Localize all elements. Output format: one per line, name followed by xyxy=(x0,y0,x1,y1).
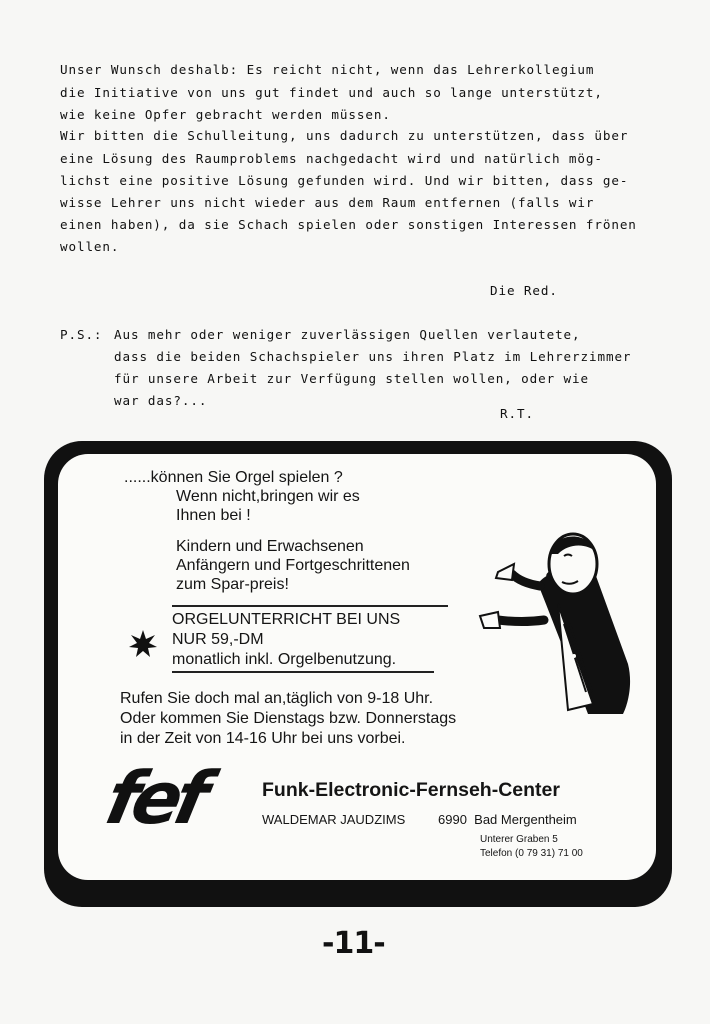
contact-invitation: Rufen Sie doch mal an,täglich von 9-18 Uhr. Oder kommen Sie Dienstags bzw. Donnerstags in der Zeit von 14-16 Uhr bei uns vorbei. xyxy=(120,690,457,747)
question-text: ......können Sie Orgel spielen ? Wenn nicht,bringen wir es Ihnen bei ! xyxy=(124,469,360,524)
page-number: -11- xyxy=(322,926,385,961)
article-line: wisse Lehrer uns nicht wieder aus dem Raum entfernen (falls wir xyxy=(60,195,595,210)
offer-text: ORGELUNTERRICHT BEI UNS NUR 59,-DM monatlich inkl. Orgelbenutzung. xyxy=(172,611,401,668)
article-line: lichst eine positive Lösung gefunden wird. Und wir bitten, dass ge- xyxy=(60,173,629,188)
company-city: 6990 Bad Mergentheim xyxy=(438,812,577,827)
organ-lesson-advertisement xyxy=(44,441,672,907)
article-line: wollen. xyxy=(60,239,120,254)
postscript-line: dass die beiden Schachspieler uns ihren Platz im Lehrerzimmer xyxy=(114,349,632,364)
star-burst-icon xyxy=(128,629,158,659)
advertisement-panel xyxy=(58,454,656,880)
postscript-label: P.S.: xyxy=(60,327,103,342)
postscript-line: für unsere Arbeit zur Verfügung stellen wollen, oder wie xyxy=(114,371,589,386)
article-signature: Die Red. xyxy=(490,283,558,298)
divider-bottom xyxy=(172,671,434,673)
article-line: einen haben), da sie Schach spielen oder sonstigen Interessen frönen xyxy=(60,217,637,232)
article-line: Unser Wunsch deshalb: Es reicht nicht, wenn das Lehrerkollegium xyxy=(60,62,595,77)
postscript-line: Aus mehr oder weniger zuverlässigen Quellen verlautete, xyxy=(114,327,581,342)
company-street: Unterer Graben 5 xyxy=(480,834,558,845)
company-name: Funk-Electronic-Fernseh-Center xyxy=(262,779,560,801)
article-line: eine Lösung des Raumproblems nachgedacht wird und natürlich mög- xyxy=(60,151,603,166)
fef-logo: fef xyxy=(99,756,211,840)
company-phone: Telefon (0 79 31) 71 00 xyxy=(480,848,583,859)
cartoon-teacher-illustration xyxy=(478,524,644,720)
divider-top xyxy=(172,605,448,607)
article-line: Wir bitten die Schulleitung, uns dadurch zu unterstützen, dass über xyxy=(60,128,629,143)
audience-text: Kindern und Erwachsenen Anfängern und Fortgeschrittenen zum Spar-preis! xyxy=(176,538,410,593)
owner-name: WALDEMAR JAUDZIMS xyxy=(262,812,406,827)
article-line: wie keine Opfer gebracht werden müssen. xyxy=(60,107,391,122)
article-line: die Initiative von uns gut findet und auch so lange unterstützt, xyxy=(60,85,603,100)
postscript-line: war das?... xyxy=(114,393,208,408)
postscript-signature: R.T. xyxy=(500,406,534,421)
